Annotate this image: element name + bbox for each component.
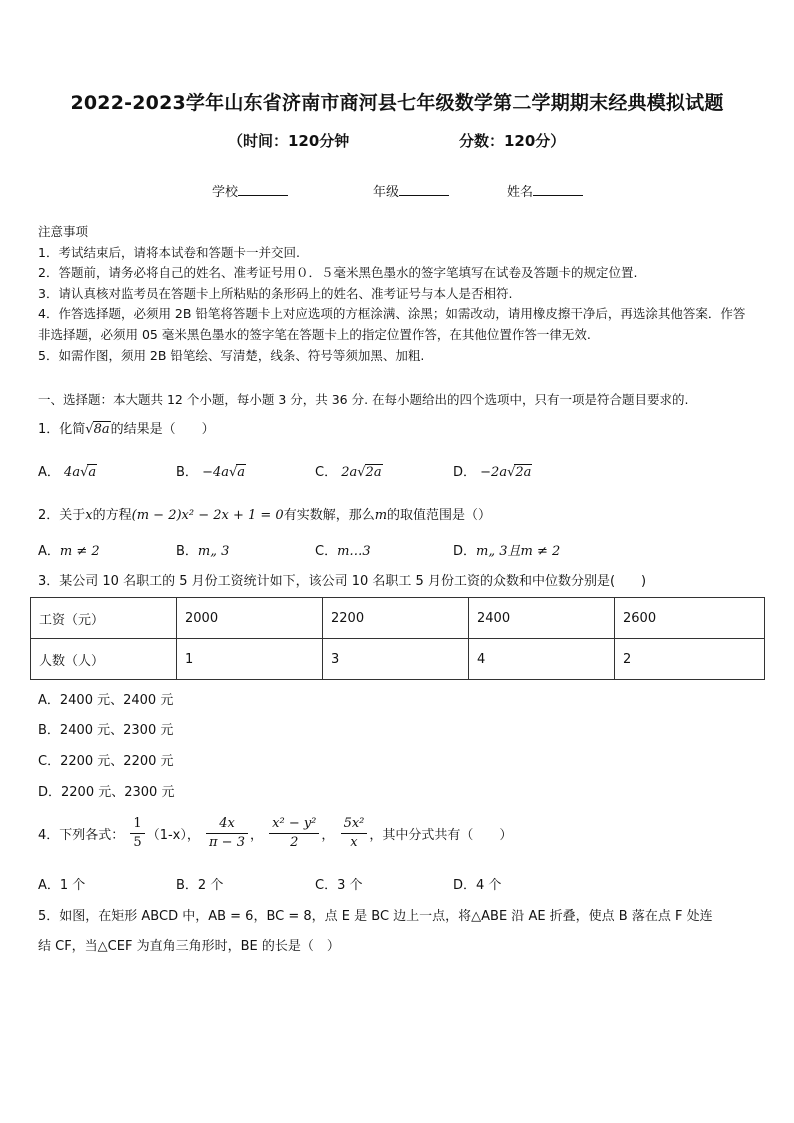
- question-4: 4．下列各式： $\frac{1}{5}$ （1-x）， $\frac{4x}{\pi - 3}$ ， $\frac{\text{x² − y²}}{2}$ ， $\frac{\text{5x²}}{x}$ ，其中分式共有（ ）: [38, 816, 513, 850]
- question-1: 1．化简√8a的结果是（ ）: [38, 422, 215, 437]
- q3-option-a[interactable]: A．2400 元、2400 元: [38, 693, 174, 708]
- q4-option-d[interactable]: D．4 个: [453, 878, 502, 893]
- school-label: 学校: [212, 185, 239, 200]
- name-field[interactable]: [507, 181, 583, 200]
- q1-option-d[interactable]: D． −2a√2a: [453, 465, 532, 480]
- note-item-4: 4．作答选择题，必须用 2B 铅笔将答题卡上对应选项的方框涂满、涂黑；如需改动，请用橡皮擦干净后，再选涂其他答案．作答非选择题，必须用 05 毫米黑色墨水的签字笔在答题卡上的指定位置作答，在其他位置作答一律无效.: [38, 306, 746, 342]
- q4-option-b[interactable]: B．2 个: [176, 878, 224, 893]
- section-heading: 一、选择题：本大题共 12 个小题，每小题 3 分，共 36 分. 在每小题给出的四个选项中，只有一项是符合题目要求的.: [38, 392, 689, 407]
- note-item-3: 3．请认真核对监考员在答题卡上所粘贴的条形码上的姓名、准考证号与本人是否相符.: [38, 286, 513, 301]
- q2-option-b[interactable]: B．m„ 3: [176, 544, 230, 559]
- q3-option-b[interactable]: B．2400 元、2300 元: [38, 723, 174, 738]
- question-3: 3．某公司 10 名职工的 5 月份工资统计如下，该公司 10 名职工 5 月份工资的众数和中位数分别是( ): [38, 574, 647, 589]
- name-blank[interactable]: [533, 182, 583, 196]
- grade-label: 年级: [373, 185, 400, 200]
- q1-option-c[interactable]: C． 2a√2a: [315, 465, 382, 480]
- q4-option-a[interactable]: A．1 个: [38, 878, 86, 893]
- q3-option-c[interactable]: C．2200 元、2200 元: [38, 754, 174, 769]
- table-cell: 4: [469, 639, 615, 680]
- table-cell: 2: [615, 639, 765, 680]
- note-item-1: 1．考试结束后，请将本试卷和答题卡一并交回.: [38, 245, 300, 260]
- grade-blank[interactable]: [399, 182, 449, 196]
- q4-option-c[interactable]: C．3 个: [315, 878, 363, 893]
- q2-option-a[interactable]: A．m ≠ 2: [38, 544, 100, 559]
- table-cell: 1: [177, 639, 323, 680]
- table-cell: 工资（元）: [31, 598, 177, 639]
- exam-title: 2022-2023学年山东省济南市商河县七年级数学第二学期期末经典模拟试题: [70, 92, 724, 114]
- table-row: [31, 639, 765, 680]
- question-5-line-1: 5．如图，在矩形 ABCD 中，AB = 6，BC = 8，点 E 是 BC 边上一点，将△ABE 沿 AE 折叠，使点 B 落在点 F 处连: [38, 909, 713, 924]
- exam-time: （时间：120分钟: [228, 132, 350, 150]
- table-cell: 3: [323, 639, 469, 680]
- table-cell: 2600: [615, 598, 765, 639]
- name-label: 姓名: [507, 185, 534, 200]
- grade-field[interactable]: [373, 181, 449, 200]
- school-field[interactable]: [212, 181, 288, 200]
- question-2: 2．关于x的方程(m − 2)x² − 2x + 1 = 0有实数解，那么m的取值范围是（）: [38, 508, 492, 523]
- table-cell: 2000: [177, 598, 323, 639]
- note-item-5: 5．如需作图，须用 2B 铅笔绘、写清楚，线条、符号等须加黑、加粗.: [38, 348, 425, 363]
- q1-option-a[interactable]: A． 4a√a: [38, 465, 97, 480]
- table-row: [31, 598, 765, 639]
- table-cell: 2200: [323, 598, 469, 639]
- q3-option-d[interactable]: D．2200 元、2300 元: [38, 785, 175, 800]
- table-cell: 人数（人）: [31, 639, 177, 680]
- question-5-line-2: 结 CF，当△CEF 为直角三角形时，BE 的长是（ ）: [38, 939, 340, 954]
- notes-heading: 注意事项: [38, 224, 89, 239]
- note-item-2: 2．答题前，请务必将自己的姓名、准考证号用０．５毫米黑色墨水的签字笔填写在试卷及答题卡的规定位置.: [38, 265, 638, 280]
- exam-score: 分数：120分）: [459, 132, 566, 150]
- salary-table: [30, 597, 765, 680]
- q1-option-b[interactable]: B． −4a√a: [176, 465, 246, 480]
- school-blank[interactable]: [238, 182, 288, 196]
- q2-option-d[interactable]: D．m„ 3且m ≠ 2: [453, 544, 561, 559]
- table-cell: 2400: [469, 598, 615, 639]
- q2-option-c[interactable]: C．m…3: [315, 544, 371, 559]
